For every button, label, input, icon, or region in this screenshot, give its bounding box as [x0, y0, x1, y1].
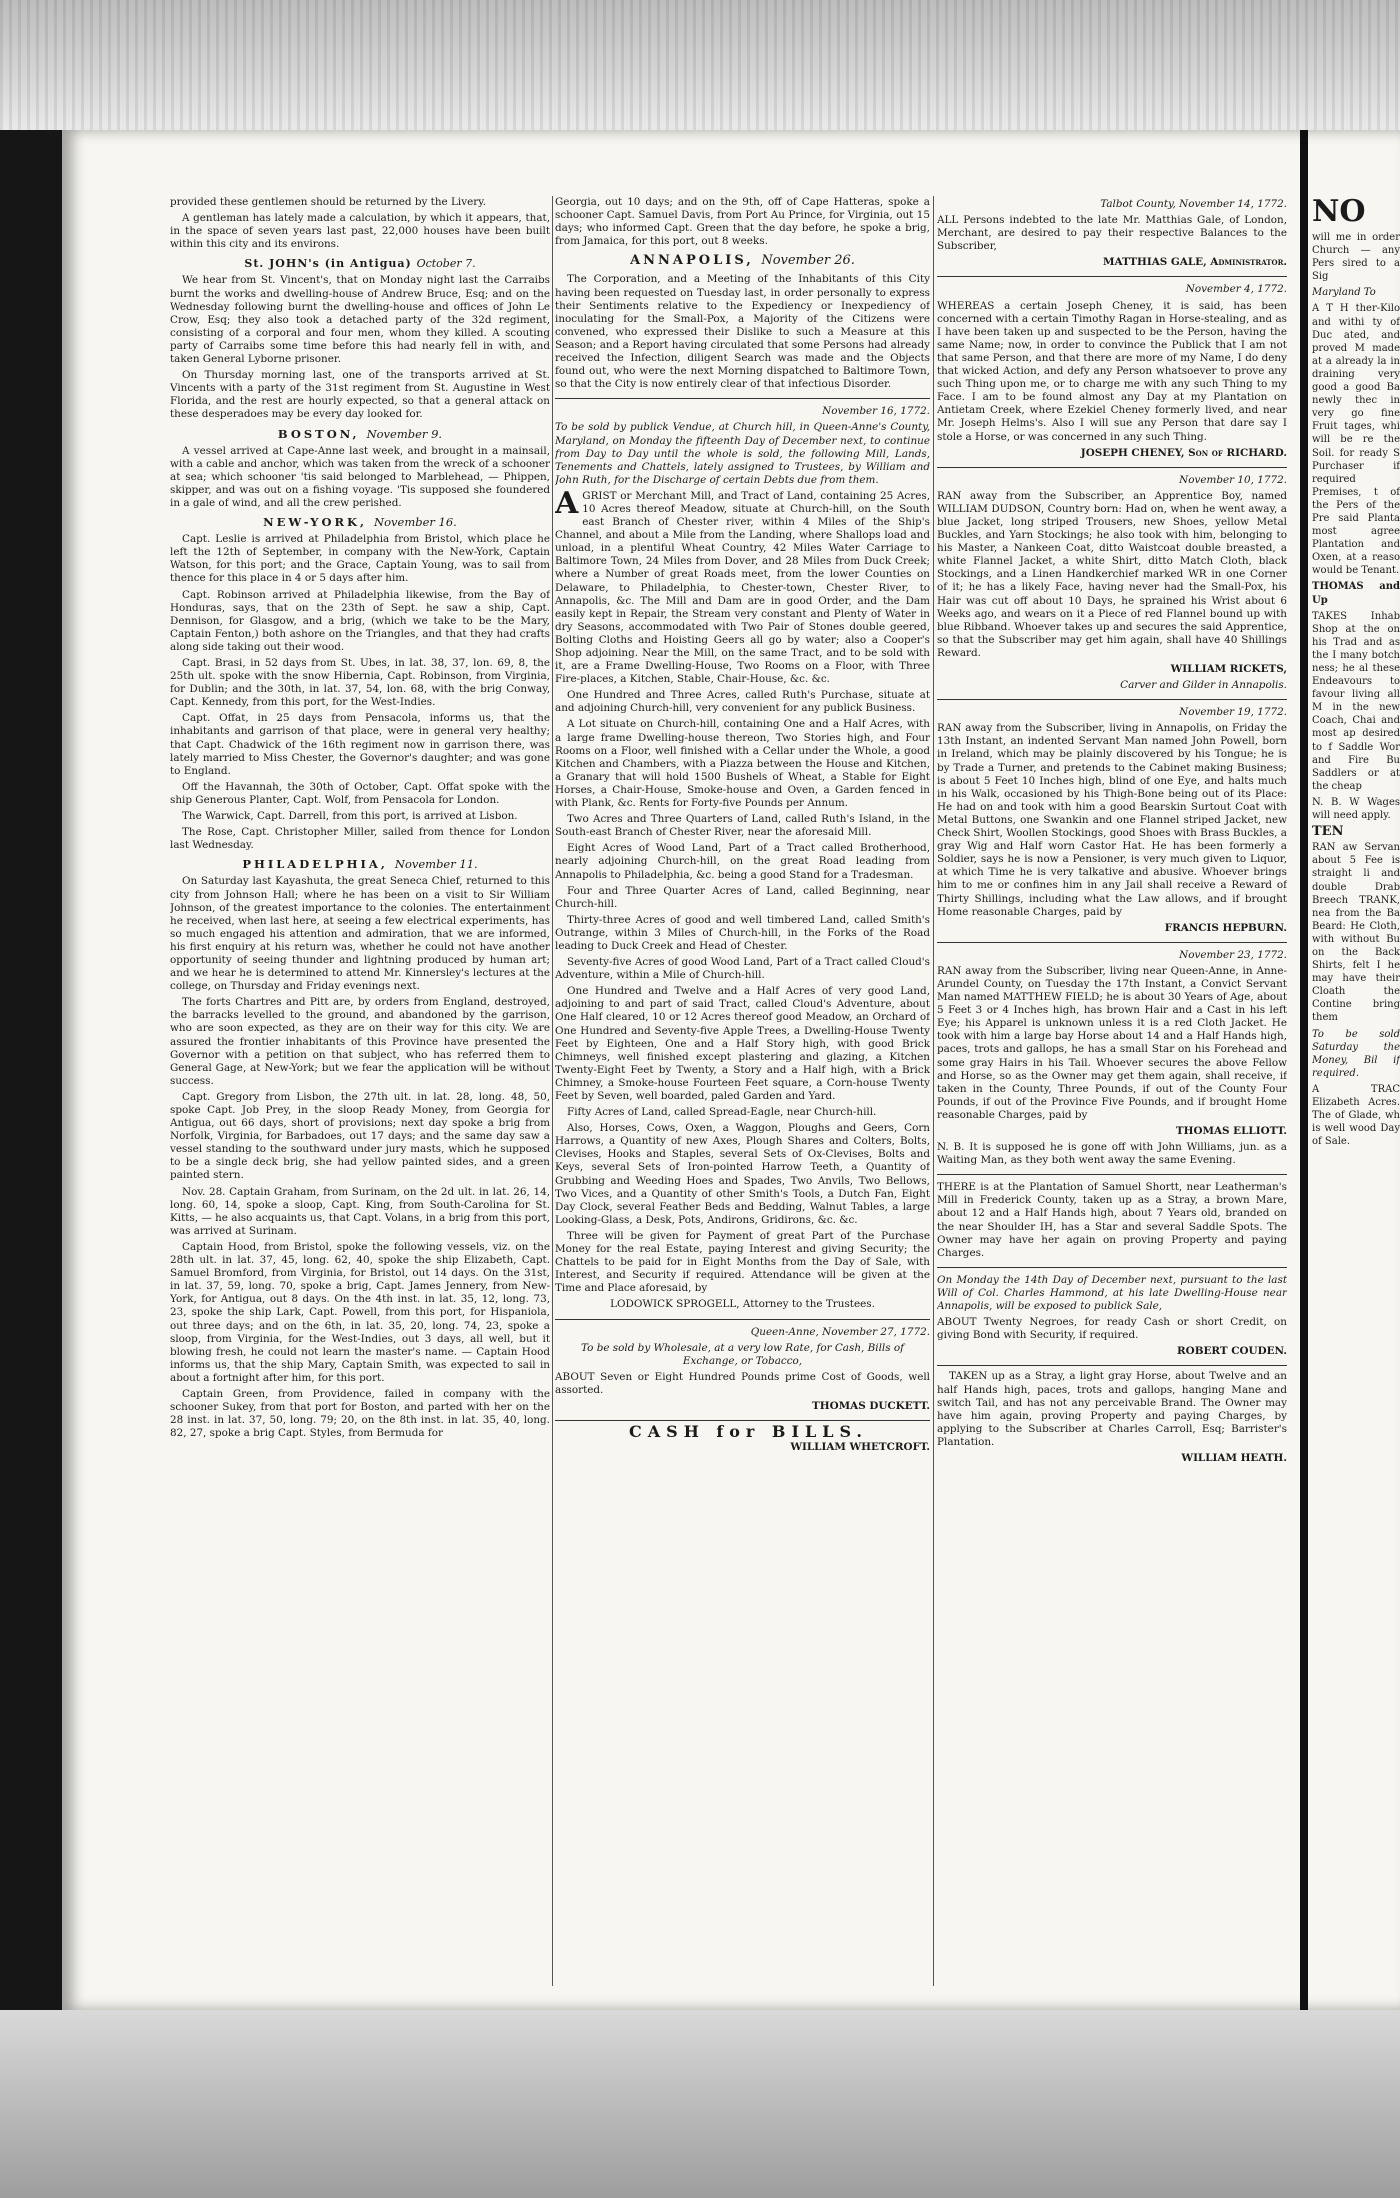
ad-lead: To be sold by publick Vendue, at Church hill, in Queen-Anne's County, Maryland, on Monday the fifteenth Day of December next, to continue from Day to Day until the whole is sold, the following Mill, Lands, Tenements and Chattels, lately assigned to Trustees, by William and John Ruth, for the Discharge of certain Debts due from them. [555, 421, 930, 486]
ad-date: November 10, 1772. [1179, 473, 1287, 486]
paragraph: Captain Hood, from Bristol, spoke the following vessels, viz. on the 28th ult. in lat. 37, 45, long. 62, 40, spoke the ship Elizabeth, Capt. Samuel Bromford, from Virginia, for Bristol, out 14 days. On the 31st, in lat. 37, 59, long. 70, spoke a brig, Capt. James Jennery, from New-York, for Antigua, out 8 days. On the 4th inst. in lat. 35, 12, long. 73, 23, spoke the ship Lark, Capt. Powell, from this port, for Hispaniola, out three days; and on the 6th, in lat. 35, 20, long. 74, 23, spoke a sloop, from Virginia, for the West-Indies, out 3 days, all well, but it blowing fresh, he could not learn the master's name. — Captain Hood informs us, that the ship Mary, Captain Smith, was expected to sail in about a fortnight after him, for this port. [170, 1240, 550, 1384]
ad-body: TAKEN up as a Stray, a light gray Horse, about Twelve and an half Hands high, paces, trots and gallops, hanging Mane and switch Tail, and has not any perceivable Brand. The Owner may have him again, proving Property and paying Charges, by applying to the Subscriber at Charles Carroll, Esq; Barrister's Plantation. [937, 1370, 1287, 1448]
page-gutter [1300, 130, 1308, 2010]
paragraph: We hear from St. Vincent's, that on Monday night last the Carraibs burnt the works and dwelling-house of Andrew Bruce, Esq; and on the Wednesday following burnt the dwelling-house and offices of John Le Crow, Esq; they also took a detached party of the 32d regiment, consisting of a corporal and four men, whom they killed. A scouting party of Carraibs some time before this had nearly fell in with, and taken General Lyborne prisoner. [170, 274, 550, 366]
advertisement-notice [937, 281, 1287, 467]
text-fragment: N. B. W Wages will need apply. [1312, 796, 1400, 822]
advertisement-goods [555, 1324, 930, 1422]
ad-body: Thirty-three Acres of good and well timbered Land, called Smith's Outrange, within 3 Miles of Church-hill, in the Forks of the Road leading to Duck Creek and Head of Chester. [555, 913, 930, 952]
ad-body: Fifty Acres of Land, called Spread-Eagle, near Church-hill. [567, 1106, 877, 1119]
ad-signature: ROBERT COUDEN. [1177, 1345, 1287, 1358]
ad-body: Seventy-five Acres of good Wood Land, Part of a Tract called Cloud's Adventure, within a Mile of Church-hill. [555, 956, 930, 982]
scan-top-border [0, 0, 1400, 130]
text-fragment: Maryland To [1312, 287, 1376, 299]
text-fragment: TEN [1312, 824, 1344, 840]
advertisement-sale [937, 1272, 1287, 1367]
ad-lead: To be sold by Wholesale, at a very low Rate, for Cash, Bills of Exchange, or Tobacco, [581, 1341, 904, 1367]
dateline-heading: ANNAPOLIS, November 26. [630, 253, 855, 269]
ad-body: One Hundred and Twelve and a Half Acres of very good Land, adjoining to and part of said Tract, called Cloud's Adventure, about One Half cleared, 10 or 12 Acres thereof good Meadow, an Orchard of One Hundred and Seventy-five Apple Trees, a Dwelling-House Twenty Feet by Eighteen, One and a Half Story high, with good Brick Chimneys, well finished except plastering and glazing, a Kitchen Twenty-Eight Feet by Twenty, a Story and a Half high, with a Brick Chimney, a Smoke-house Fourteen Feet square, a Corn-house Twenty Feet by Seven, well boarded, paled Garden and Yard. [555, 985, 930, 1102]
ad-body: THERE is at the Plantation of Samuel Shortt, near Leatherman's Mill in Frederick County, taken up as a Stray, a brown Mare, about 12 and a Half Hands high, about 7 Years old, branded on the near Shoulder IH, has a Star and several Saddle Spots. The Owner may have her again on proving Property and paying Charges. [937, 1181, 1287, 1259]
ad-date: November 23, 1772. [1179, 948, 1287, 961]
ad-body: WHEREAS a certain Joseph Cheney, it is said, has been concerned with a certain Timothy Ragan in Horse-stealing, and as I have been taken up and suspected to be the Person, having the same Name; now, in order to convince the Publick that I am not that same Person, and that there are more of my Name, I do deny that wicked Action, and defy any Person whatsoever to prove any such Thing upon me, or to charge me with any such Thing to my Face. I am to be found almost any Day at my Plantation on Antietam Creek, where Ezekiel Cheney formerly lived, and near Mr. Joseph Helms's. Also I will sue any Person that dare say I stole a Horse, or was concerned in any such Thing. [937, 299, 1287, 443]
ad-signature: MATTHIAS GALE, Administrator. [1102, 256, 1287, 269]
column-1 [170, 196, 550, 1996]
ad-signature: THOMAS DUCKETT. [812, 1399, 930, 1412]
paragraph: The Rose, Capt. Christopher Miller, sailed from thence for London last Wednesday. [170, 826, 550, 852]
paragraph: Captain Green, from Providence, failed in company with the schooner Sukey, from that port for Boston, and parted with her on the 28 inst. in lat. 37, 50, long. 79; 20, on the 8th inst. in lat. 35, 40, long. 82, 27, spoke a brig Capt. Styles, from Bermuda for [170, 1387, 550, 1440]
advertisement-runaway [937, 472, 1287, 701]
text-fragment: A TRAC Elizabeth Acres. The of Glade, wh is well wood Day of Sale. [1312, 1083, 1400, 1148]
paragraph: A vessel arrived at Cape-Anne last week, and brought in a mainsail, with a cable and anchor, which was taken from the wreck of a schooner at sea; which schooner 'tis said belonged to Marblehead, — Phippen, skipper, and was out on a fishing voyage. 'Tis supposed she foundered in a gale of wind, and all the crew perished. [170, 444, 550, 509]
drop-cap: A [555, 485, 579, 521]
ad-lead: On Monday the 14th Day of December next, pursuant to the last Will of Col. Charles Hammond, at his late Dwelling-House near Annapolis, will be exposed to publick Sale, [937, 1273, 1287, 1313]
paragraph: On Thursday morning last, one of the transports arrived at St. Vincents with a party of the 31st regiment from St. Augustine in West Florida, and the rest are hourly expected, so that a general attack on these desperadoes may be every day looked for. [170, 369, 550, 421]
ad-body: RAN away from the Subscriber, an Apprentice Boy, named WILLIAM DUDSON, Country born: Had on, when he went away, a blue Jacket, long striped Trousers, new Shoes, yellow Metal Buckles, and Yarn Stockings; he also took with him, belonging to his Master, a Nankeen Coat, ditto Waistcoat double breasted, a white Flannel Jacket, a white Shirt, ditto Match Cloth, black Stockings, and a Linen Handkerchief marked WR in one Corner of it; he has a likely Face, having never had the Small-Pox, his Hair was cut off about 10 Days, he sprained his Wrist about 6 Weeks ago, and wears on it a Piece of red Flannel bound up with blue Ribband. Whoever takes up and secures the said Apprentice, so that the Subscriber may get him again, shall have 40 Shillings Reward. [937, 489, 1287, 659]
ad-heading: CASH for BILLS. [628, 1422, 868, 1442]
paragraph: The Corporation, and a Meeting of the Inhabitants of this City having been requested on Tuesday last, in order personally to express their Sentiments relative to the Expediency or Inexpediency of inoculating for the Small-Pox, a Majority of the Citizens were convened, who expressed their Dislike to such a Measure at this Season; and a Report having circulated that some Persons had already received the Infection, diligent Search was made and the Objects found out, who were the next Morning dispatched to Baltimore Town, so that the City is now entirely clear of that infectious Disorder. [555, 273, 930, 391]
ad-body: A Lot situate on Church-hill, containing One and a Half Acres, with a large frame Dwelling-house thereon, Two Stories high, and Four Rooms on a Floor, well finished with a Cellar under the Whole, a good Kitchen and Chambers, with a Piazza between the House and Kitchen, a Granary that will hold 1500 Bushels of Wheat, a Stable for Eight Horses, a Chair-House, Smoke-house and Oven, a Garden fenced in with Plank, &c. Rents for Forty-five Pounds per Annum. [555, 718, 930, 810]
ad-signature: WILLIAM RICKETS, [1170, 663, 1287, 675]
text-fragment: THOMAS and Up [1312, 581, 1400, 606]
column-2 [555, 196, 930, 1996]
ad-body: ALL Persons indebted to the late Mr. Matthias Gale, of London, Merchant, are desired to pay their respective Balances to the Subscriber, [937, 214, 1287, 253]
advertisement-stray [937, 1179, 1287, 1268]
paragraph: Georgia, out 10 days; and on the 9th, off of Cape Hatteras, spoke a schooner Capt. Samuel Davis, from Port Au Prince, for Virginia, out 15 days; who informed Capt. Green that the day before, he spoke a brig, from Jamaica, for this port, out 8 weeks. [555, 196, 930, 248]
dateline-heading: PHILADELPHIA, November 11. [242, 857, 478, 872]
column-4-partial [1312, 196, 1400, 1996]
scan-bottom-border [0, 2010, 1400, 2198]
scan-left-border [0, 130, 62, 2010]
ad-body: One Hundred and Three Acres, called Ruth's Purchase, situate at and adjoining Church-hill, very convenient for any publick Business. [555, 689, 930, 715]
ad-signature: WILLIAM HEATH. [1181, 1451, 1287, 1464]
text-fragment: TAKES Inhab Shop at the on his Trad and as the I many botch ness; he al these Endeavours to favour living all M in the new Coach, Chai and most ap desired to f Saddle Wor and Fire Bu Saddlers or at the cheap [1312, 610, 1400, 792]
ad-signature: WILLIAM WHETCROFT. [790, 1441, 930, 1454]
dateline-heading: NEW-YORK, November 16. [263, 515, 457, 530]
paragraph: Capt. Offat, in 25 days from Pensacola, informs us, that the inhabitants and garrison of that place, were in general very healthy; that Capt. Chadwick of the 16th regiment now in garrison there, was lately married to Miss Chester, the Governor's daughter; and was gone to England. [170, 712, 550, 777]
advertisement-runaway [937, 704, 1287, 943]
paragraph: The Warwick, Capt. Darrell, from this port, is arrived at Lisbon. [182, 810, 518, 823]
advertisement-notice [937, 196, 1287, 277]
ad-body: Eight Acres of Wood Land, Part of a Tract called Brotherhood, nearly adjoining Church-hill, on the great Road leading from Annapolis to Philadelphia, &c. being a good Stand for a Tradesman. [555, 842, 930, 881]
advertisement-sale [555, 403, 930, 1319]
advertisement-stray [937, 1370, 1287, 1465]
ad-note: N. B. It is supposed he is gone off with John Williams, jun. as a Waiting Man, as they both went away the same Evening. [937, 1141, 1287, 1167]
column-rule [933, 196, 934, 1986]
ad-date: November 19, 1772. [1179, 706, 1287, 719]
ad-date: Queen-Anne, November 27, 1772. [750, 1325, 930, 1338]
dateline-heading: BOSTON, November 9. [277, 426, 443, 441]
ad-signature: JOSEPH CHENEY, Son of RICHARD. [1080, 446, 1287, 459]
ad-body: RAN away from the Subscriber, living near Queen-Anne, in Anne-Arundel County, on Tuesday the 17th Instant, a Convict Servant Man named MATTHEW FIELD; he is about 30 Years of Age, about 5 Feet 3 or 4 Inches high, has brown Hair and a Cast in his left Eye; his Apparel is unknown unless it is a red Cloth Jacket. He took with him a large bay Horse about 14 and a Half Hands high, paces, trots and gallops, he has a small Star on his Forehead and some gray Hairs in his Tail. Whoever secures the above Fellow and Horse, so as the Owner may get them again, shall receive, if taken in the County, Three Pounds, if out of the County Four Pounds, if out of the Province Five Pounds, and if brought Home reasonable Charges, paid by [937, 964, 1287, 1121]
ad-date: November 4, 1772. [1185, 283, 1287, 296]
news-item [555, 271, 930, 399]
ad-body: Also, Horses, Cows, Oxen, a Waggon, Ploughs and Geers, Corn Harrows, a Quantity of new Axes, Plough Shares and Colters, Bolts, Clevises, Hooks and Staples, several Sets of Ox-Clevises, Bolts and Keys, several Sets of Iron-pointed Harrow Teeth, a Quantity of Grubbing and Weeding Hoes and Spades, Two Anvils, Two Bellows, Two Vices, and a Quantity of other Smith's Tools, a Dutch Fan, Eight Day Clock, several Feather Beds and Bedding, Walnut Tables, a large Looking-Glass, a Desk, Pots, Andirons, Gridirons, &c. &c. [555, 1122, 930, 1226]
ad-date: Talbot County, November 14, 1772. [1100, 198, 1287, 210]
paragraph: Capt. Leslie is arrived at Philadelphia from Bristol, which place he left the 12th of September, in company with the New-York, Captain Watson, for this port; and the Grace, Captain Young, was to sail from thence for this place in 4 or 5 days after him. [170, 533, 550, 585]
text-fragment: A T H ther-Kilo and withi ty of Duc ated, and proved M made at a already la in draining very good a good Ba newly thec in very go fine Fruit tages, whi will be re the Soil. for ready S Purchaser if required Premises, t of the Pers of the Pre said Planta most agree Plantation and Oxen, at a reaso would be Tenant. [1312, 303, 1400, 577]
paragraph: The forts Chartres and Pitt are, by orders from England, destroyed, the barracks levelled to the ground, and abandoned by the garrison, who are soon expected, as they are on their way for this city. We are assured the frontier inhabitants of this Province have presented the Governor with a petition on that subject, who has referred them to General Gage, at New-York; but we fear the application will be without success. [170, 996, 550, 1087]
advertisement-runaway [937, 947, 1287, 1176]
paragraph: Capt. Robinson arrived at Philadelphia likewise, from the Bay of Honduras, says, that on the 23th of Sept. he saw a ship, Capt. Dennison, for Glasgow, and a brig, (which we take to be the Mary, Captain Fenton,) both ashore on the Triangles, and that they had crafts along side taking out their wood. [170, 588, 550, 653]
paragraph: Capt. Gregory from Lisbon, the 27th ult. in lat. 28, long. 48, 50, spoke Capt. Job Prey, in the sloop Ready Money, from Georgia for Antigua, out 66 days, short of provisions; next day spoke a brig from Norfolk, Virginia, for Barbadoes, out 17 days; and the same day saw a vessel standing to the southward under jury masts, which he supposed to be a single deck brig, she had yellow painted sides, and a green painted stern. [170, 1090, 550, 1182]
ad-date: November 16, 1772. [822, 405, 930, 418]
paragraph: provided these gentlemen should be returned by the Livery. [170, 196, 487, 208]
paragraph: Off the Havannah, the 30th of October, Capt. Offat spoke with the ship Generous Planter, Capt. Wolf, from Pensacola for London. [170, 780, 550, 806]
ad-body: Two Acres and Three Quarters of Land, called Ruth's Island, in the South-east Branch of Chester River, near the aforesaid Mill. [555, 813, 930, 839]
paragraph: Nov. 28. Captain Graham, from Surinam, on the 2d ult. in lat. 26, 14, long. 60, 14, spoke a sloop, Capt. King, from South-Carolina for St. Kitts, — he also acquaints us, that Capt. Volans, in a brig from this port, was arrived at Surinam. [170, 1185, 550, 1237]
advertisement-cash [555, 1422, 930, 1454]
ad-body: Four and Three Quarter Acres of Land, called Beginning, near Church-hill. [555, 884, 930, 910]
ad-signature: LODOWICK SPROGELL, Attorney to the Trustees. [610, 1298, 875, 1311]
ad-body: Three will be given for Payment of great Part of the Purchase Money for the real Estate, paying Interest and giving Security; the Chattels to be paid for in Eight Months from the Day of Sale, with Interest, and Security if required. Attendance will be given at the Time and Place aforesaid, by [555, 1229, 930, 1295]
text-fragment: RAN aw Servan about 5 Fee is straight li and double Drab Breech TRANK, nea from the Ba Beard: He Cloth, with without Bu on the Back Shirts, felt I he may have their Cloath the Contine bring them [1312, 842, 1400, 1024]
ad-body: RAN away from the Subscriber, living in Annapolis, on Friday the 13th Instant, an indented Servant Man named John Powell, born in Ireland, which may be plainly discovered by his Tongue; he is by Trade a Turner, and pretends to the Cabinet making Business; is about 5 Feet 10 Inches high, blind of one Eye, and halts much in his Walk, occasioned by his Thigh-Bone being out of its Place: He had on and took with him a good Bearskin Surtout Coat with Metal Buttons, one Swankin and one Flannel striped Jacket, new Check Shirt, Woollen Stockings, good Shoes with Brass Buckles, a gray Wig and Half worn Castor Hat. He has been formerly a Soldier, says he is now a Pensioner, is very much given to Liquor, at which Time he is very talkative and abusive. Whoever brings him to me or confines him in any Jail shall receive a Reward of Thirty Shillings, including what the Law allows, and if brought Home reasonable Charges, paid by [937, 722, 1287, 918]
ad-body: ABOUT Twenty Negroes, for ready Cash or short Credit, on giving Bond with Security, if required. [937, 1316, 1287, 1342]
paragraph: Capt. Brasi, in 52 days from St. Ubes, in lat. 38, 37, lon. 69, 8, the 25th ult. spoke with the snow Hibernia, Capt. Robinson, from Virginia, for Dublin; and the 30th, in lat. 37, 54, lon. 68, with the brig Conway, Capt. Kennedy, from this port, for the West-Indies. [170, 657, 550, 709]
column-3 [937, 196, 1287, 1996]
ad-signature: FRANCIS HEPBURN. [1164, 921, 1287, 934]
paragraph: On Saturday last Kayashuta, the great Seneca Chief, returned to this city from Johnson Hall; where he has been on a visit to Sir William Johnson, of the greatest importance to the colonies. The entertainment he received, when last here, at seeing a few electrical experiments, has so much engaged his attention and admiration, that we are informed, his first enquiry at his return was, whether he could not have another opportunity of seeing thunder and lightning produced by human art; and we hear he is determined to attend Mr. Kinnersley's lectures at the college, on Thursday and Friday evenings next. [170, 875, 550, 993]
column-rule [552, 196, 553, 1986]
paragraph: A gentleman has lately made a calculation, by which it appears, that, in the space of seven years last past, 22,000 houses have been built within this city and its environs. [170, 212, 550, 251]
ad-body: ABOUT Seven or Eight Hundred Pounds prime Cost of Goods, well assorted. [555, 1370, 930, 1396]
text-fragment: To be sold Saturday the Money, Bil if required. [1312, 1028, 1400, 1079]
ad-signature: Carver and Gilder in Annapolis. [1120, 679, 1287, 692]
dateline-heading: St. JOHN's (in Antigua) October 7. [244, 257, 476, 271]
text-fragment: will me in order Church — any Pers sired to a Sig [1312, 232, 1400, 283]
ad-body: AGRIST or Merchant Mill, and Tract of Land, containing 25 Acres, 10 Acres thereof Meadow, situate at Church-hill, on the South east Branch of Chester river, within 4 Miles of the Ship's Channel, and about a Mile from the Landing, where Shallops load and unload, in a plentiful Wheat Country, 42 Miles Water Carriage to Baltimore Town, 24 Miles from Dover, and 28 Miles from Duck Creek; where a Number of great Roads meet, from the lower Counties on Delaware, to Philadelphia, to Chester-town, Chester River, to Annapolis, &c. The Mill and Dam are in good Order, and the Dam easily kept in Repair, the Stream very constant and Plenty of Water in dry Seasons, accommodated with Two Pair of Stones double geered, Bolting Cloths and Hoisting Geers all go by water; also a Cooper's Shop adjoining. Near the Mill, on the same Tract, and to be sold with it, are a Frame Dwelling-House, Two Rooms on a Floor, with Three Fire-places, a Kitchen, Stable, Chair-House, &c. &c. [555, 485, 930, 686]
ad-signature: THOMAS ELLIOTT. [1175, 1125, 1287, 1137]
heading-fragment: NO [1312, 196, 1366, 229]
